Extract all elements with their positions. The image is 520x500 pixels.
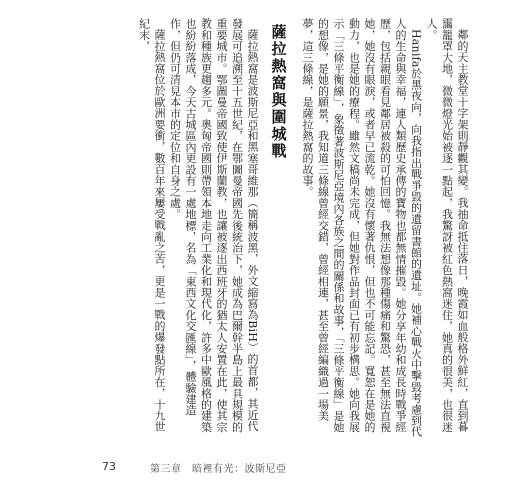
vertical-text-block: [52, 18, 470, 438]
paragraph-2: Hanifa於黑夜向，向我指出戰爭毀的遺留書館的遺址。她補心戰火中擊毀考慮到代人的生命與幸福，連人類歷史承傳的寶物也都無情摧毀。她分享年幼和成長時戰爭經歷，包括親眼看見鄰居被殺的可怕回憶。我無法想像那種傷痛和驚恐，甚至無法直視她，她沒有眼淚，或者早已流乾。她沒有懷著仇恨，但也不可能忘記。寬恕在是她的動力，也是她的療程。雖然文稿尚未完成，但她對作品封面已有初步構思。她向我展示「三條平衡線」，象徵著波斯尼亞境內各族之間的關係和故事，「三條平衡線」是她的想像，是她的願景，我知道三條線曾經交錯，曾經相連，甚至曾經編織過一場美夢，這三條線，是薩拉熱窩的故事。: [301, 18, 423, 438]
paragraph-4: 薩拉熱窩位於歐洲要衝，數百年來屢受戰亂之苦，更是一戰的爆發點所在，十九世紀末，: [137, 18, 166, 433]
page-number: 73: [102, 460, 116, 473]
section-title: 薩拉熱窩與圍城戰: [269, 24, 288, 160]
running-head: 第三章 暗裡有光：波斯尼亞: [150, 464, 287, 475]
paragraph-1: 鄰的天主教堂十字架則靜觀其變。我抽命抵住落日，晚霞如血般格外鮮紅，直到暮靄籠罩大地，微微燈光始被逐一點起，我驚訝被紅色熱窩迷住，她真的很美，也很迷人。: [425, 18, 469, 433]
paragraph-3: 薩拉熱窩是波斯尼亞和黑塞哥維那（簡稱波黑，外文縮寫為BiH）的首都，其近代發展可追溯至十五世紀，在鄂圖曼帝國先後統治下，她成為巴爾幹半島上最具規模的重要城市。鄂圖曼帝國致使伊斯蘭教，也讓被逐出西班牙的猶太人安置在此，使其宗教和種族更趨多元。奧匈帝國則帶領本地走向工業化和現代化，許多中歐風格的建築也紛紛落成，今天古城區內更設有一處地標，名為「東西文化交匯線」，體驗建造作，但仍可清見本市的定位和自身之處。: [168, 18, 259, 433]
